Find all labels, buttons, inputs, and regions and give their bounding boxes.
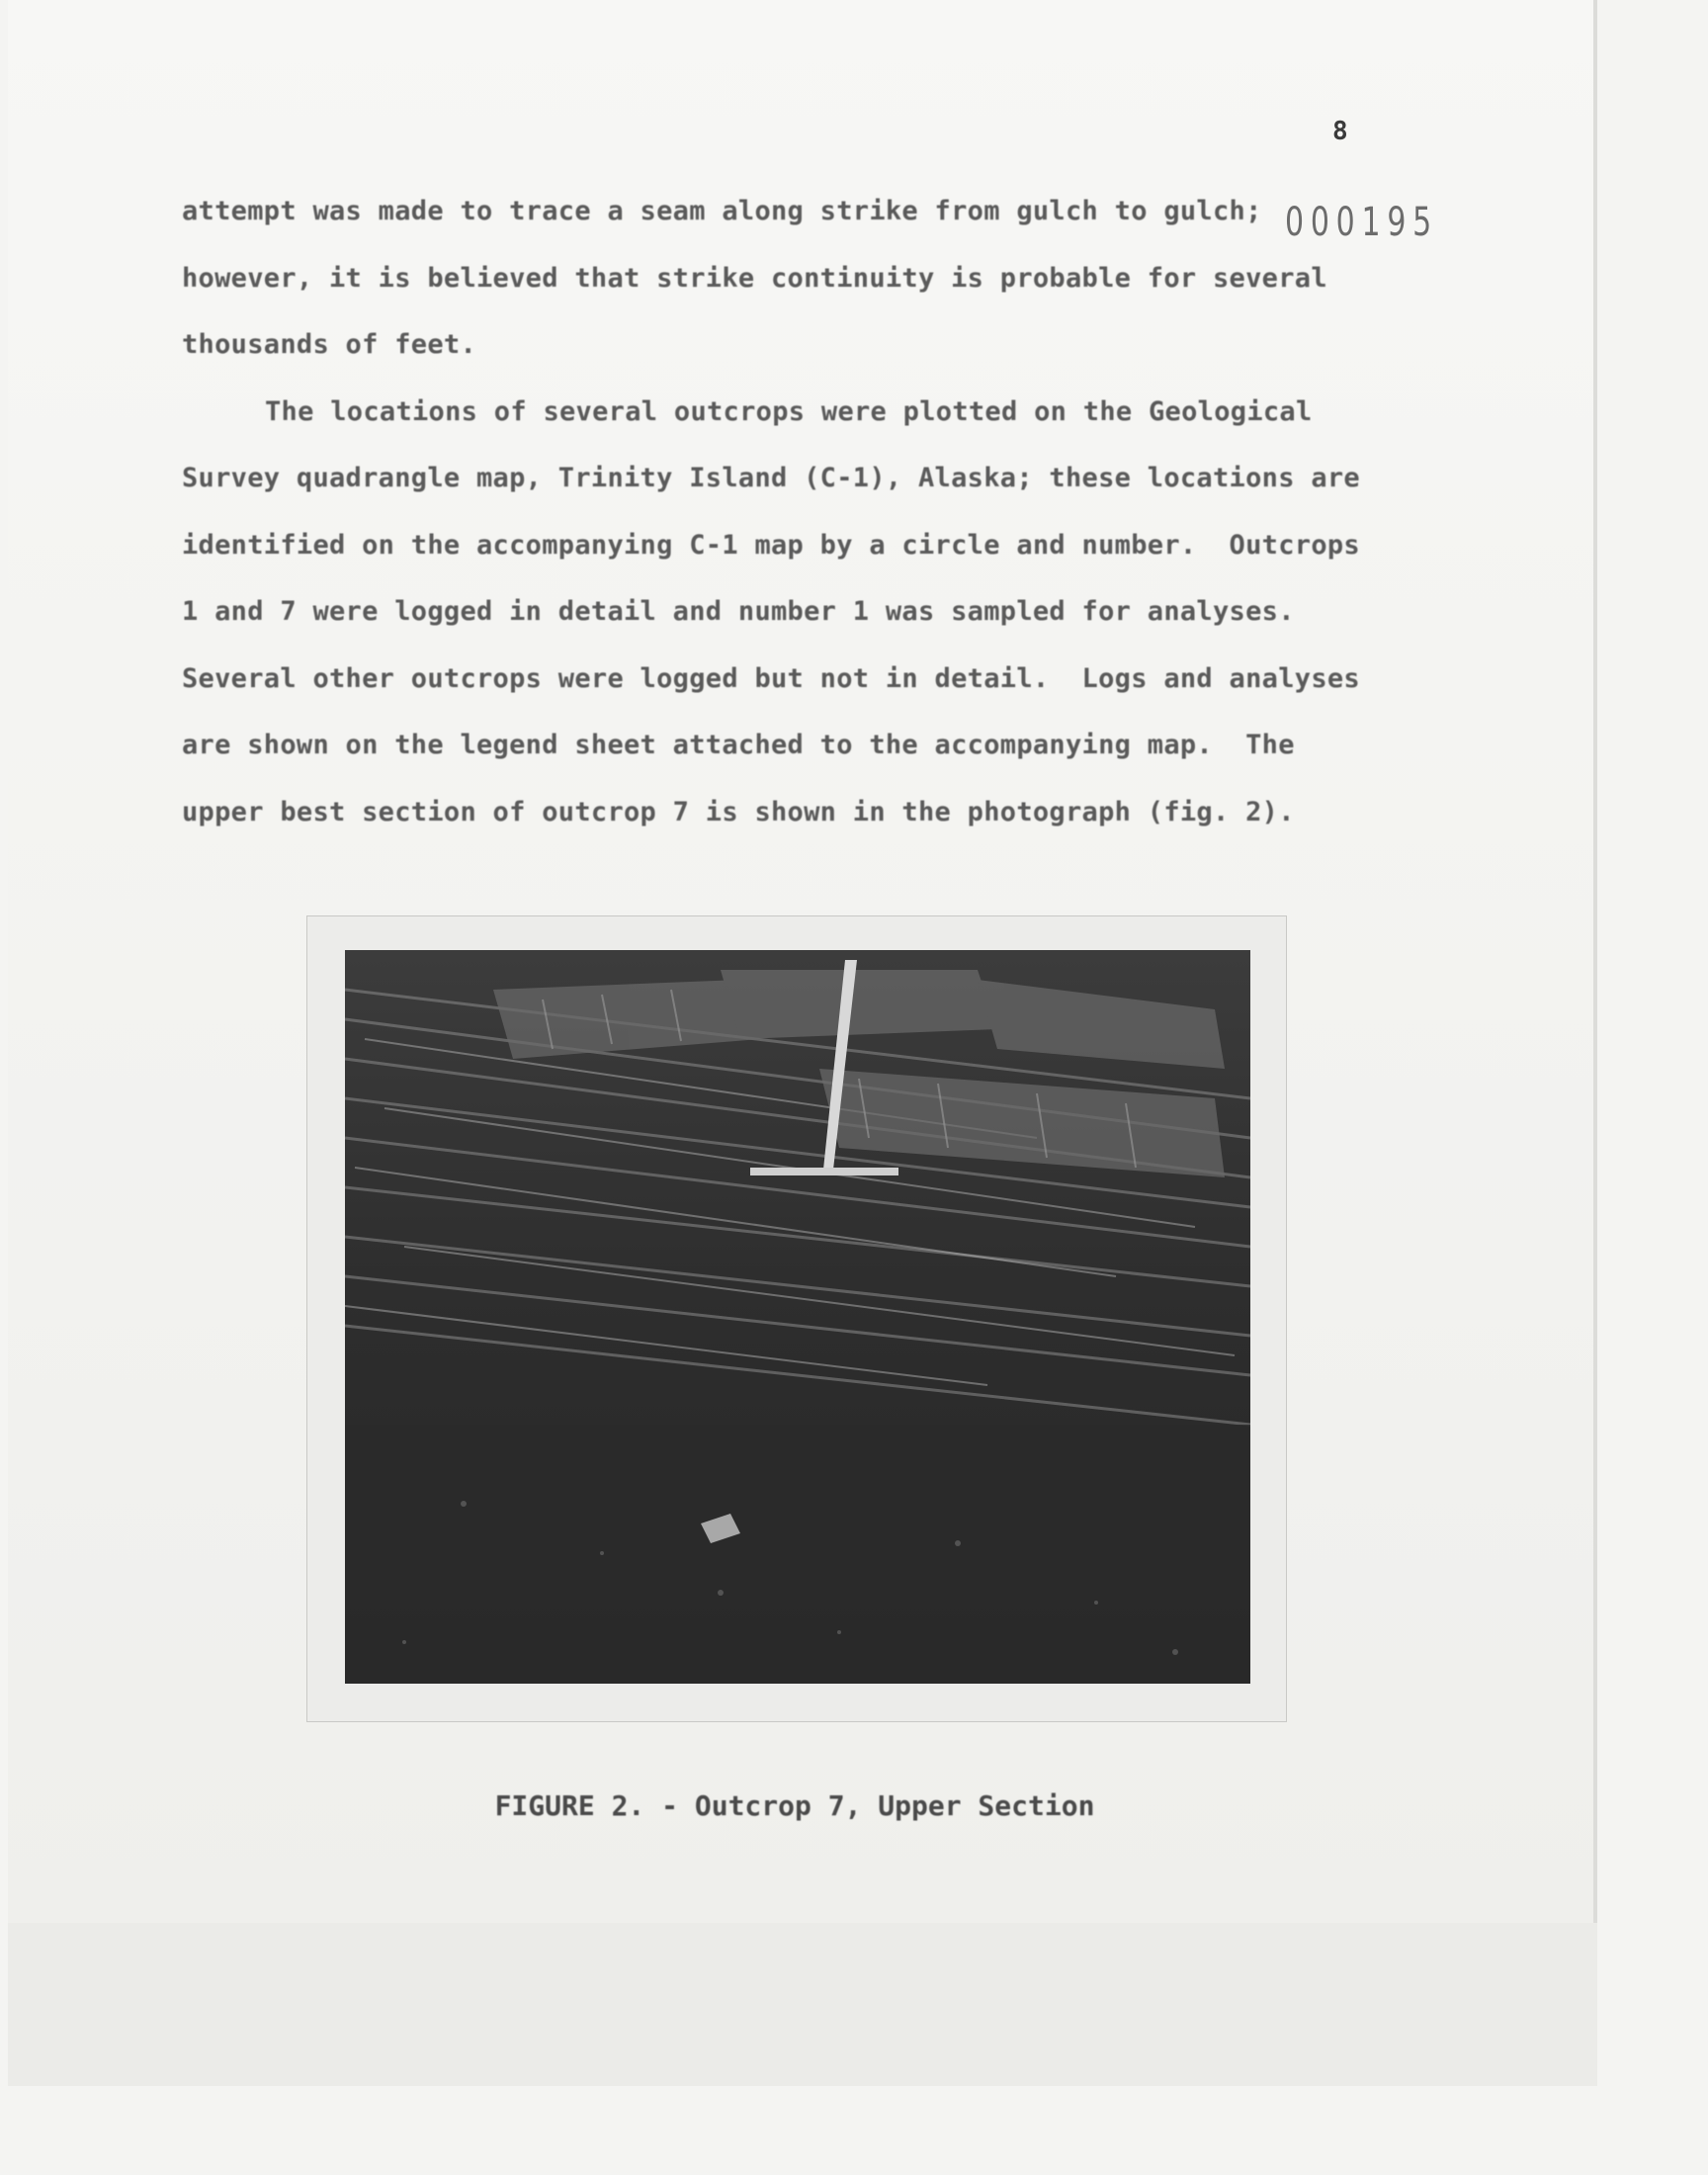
body-line: upper best section of outcrop 7 is shown in the photograph (fig. 2). bbox=[182, 796, 1295, 827]
photo-mount bbox=[306, 915, 1287, 1722]
outcrop-photo-illustration bbox=[345, 950, 1250, 1684]
body-line: 1 and 7 were logged in detail and number 1 was sampled for analyses. bbox=[182, 596, 1295, 627]
page-number: 8 bbox=[1332, 117, 1348, 146]
body-line: thousands of feet. bbox=[182, 329, 476, 360]
outcrop-photograph bbox=[345, 950, 1250, 1684]
scan-margin bbox=[8, 1923, 1597, 2086]
figure-caption: FIGURE 2. - Outcrop 7, Upper Section bbox=[494, 1789, 1095, 1822]
document-stamp-number: 000195 bbox=[1285, 200, 1439, 245]
body-line: Several other outcrops were logged but not in detail. Logs and analyses bbox=[182, 662, 1360, 694]
body-line: attempt was made to trace a seam along strike from gulch to gulch; bbox=[182, 196, 1262, 226]
body-line: are shown on the legend sheet attached to the accompanying map. The bbox=[182, 730, 1295, 760]
body-text bbox=[182, 178, 1388, 845]
body-line: Survey quadrangle map, Trinity Island (C-1), Alaska; these locations are bbox=[182, 463, 1360, 493]
page-edge bbox=[1593, 0, 1597, 1923]
paragraph-start-line: The locations of several outcrops were plotted on the Geological bbox=[265, 395, 1313, 427]
body-line: however, it is believed that strike continuity is probable for several bbox=[182, 262, 1327, 294]
body-line: identified on the accompanying C-1 map by a circle and number. Outcrops bbox=[182, 529, 1360, 561]
